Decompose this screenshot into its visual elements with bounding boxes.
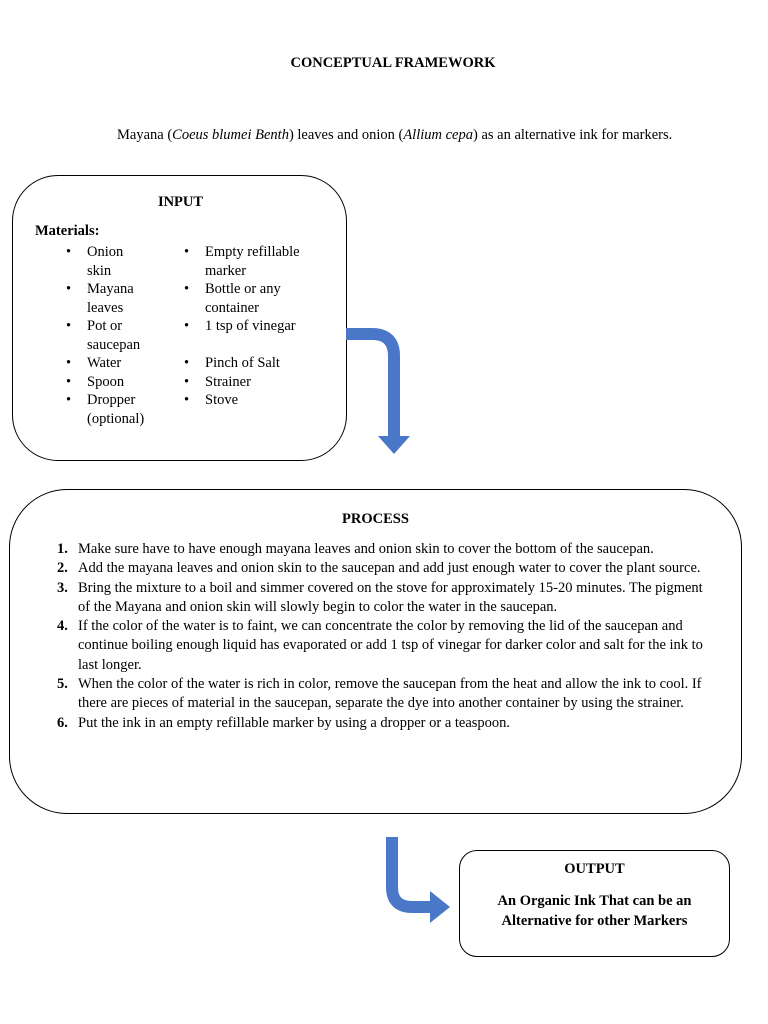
process-step [50,540,710,559]
step-number: 3. [57,579,68,596]
material-item: • Pot or saucepan [66,317,146,354]
process-step [50,559,710,578]
materials-list-left [66,243,146,428]
process-step [50,714,710,733]
material-item: • Stove [184,391,334,410]
scientific-name-onion: Allium cepa [403,127,473,143]
input-box [12,175,347,461]
process-steps [50,540,710,733]
subtitle-mid: ) leaves and onion ( [288,127,404,143]
step-text: Put the ink in an empty refillable marker by using a dropper or a teaspoon. [78,714,511,731]
arrow-process-to-output-icon [380,835,452,925]
material-item: • Water [66,354,146,373]
materials-label: Materials: [35,223,100,239]
step-text: Make sure have to have enough mayana leaves and onion skin to cover the bottom of the saucepan. [78,541,654,557]
material-item: • 1 tsp of vinegar [184,317,334,336]
material-item: • Dropper (optional) [66,391,146,428]
material-item: • Onion skin [66,243,146,280]
subtitle [117,127,672,144]
process-heading: PROCESS [342,511,409,527]
step-number: 2. [57,560,68,577]
material-item: • Empty refillable marker [184,243,334,280]
materials-list-right [184,243,334,410]
material-item: • Mayana leaves [66,280,146,317]
output-box [459,850,730,957]
scientific-name-mayana: Coeus blumei Benth [172,127,289,143]
step-text: Bring the mixture to a boil and simmer covered on the stove for approximately 15-20 minutes. The pigment of the Mayana and onion skin will slowly begin to color the water in the saucepan. [78,579,703,615]
process-box [9,489,742,814]
page-title: CONCEPTUAL FRAMEWORK [290,55,496,71]
material-item: • Strainer [184,373,334,392]
process-step [50,675,710,714]
step-text: Add the mayana leaves and onion skin to the saucepan and add just enough water to cover the plant source. [78,560,701,577]
output-heading: OUTPUT [564,861,625,877]
material-item: • Bottle or any container [184,280,334,317]
material-item: • Pinch of Salt [184,354,334,373]
step-number: 5. [57,676,68,693]
arrow-input-to-process-icon [344,328,410,458]
step-text: If the color of the water is to faint, we can concentrate the color by removing the lid of the saucepan and continue boiling enough liquid has evaporated or add 1 tsp of vinegar for darker color and salt for the ink to last longer. [78,618,703,673]
step-text: When the color of the water is rich in color, remove the saucepan from the heat and allow the ink to cool. If there are pieces of material in the saucepan, separate the dye into another container by using the strainer. [78,676,702,712]
output-text: An Organic Ink That can be an Alternative for other Markers [497,893,692,929]
subtitle-pre: Mayana ( [117,127,173,143]
material-item: • Spoon [66,373,146,392]
step-number: 1. [57,541,68,557]
process-step [50,579,710,618]
input-heading: INPUT [157,194,204,210]
process-step [50,617,710,675]
subtitle-post: ) as an alternative ink for markers. [472,127,673,143]
step-number: 6. [57,714,68,731]
step-number: 4. [57,618,68,635]
